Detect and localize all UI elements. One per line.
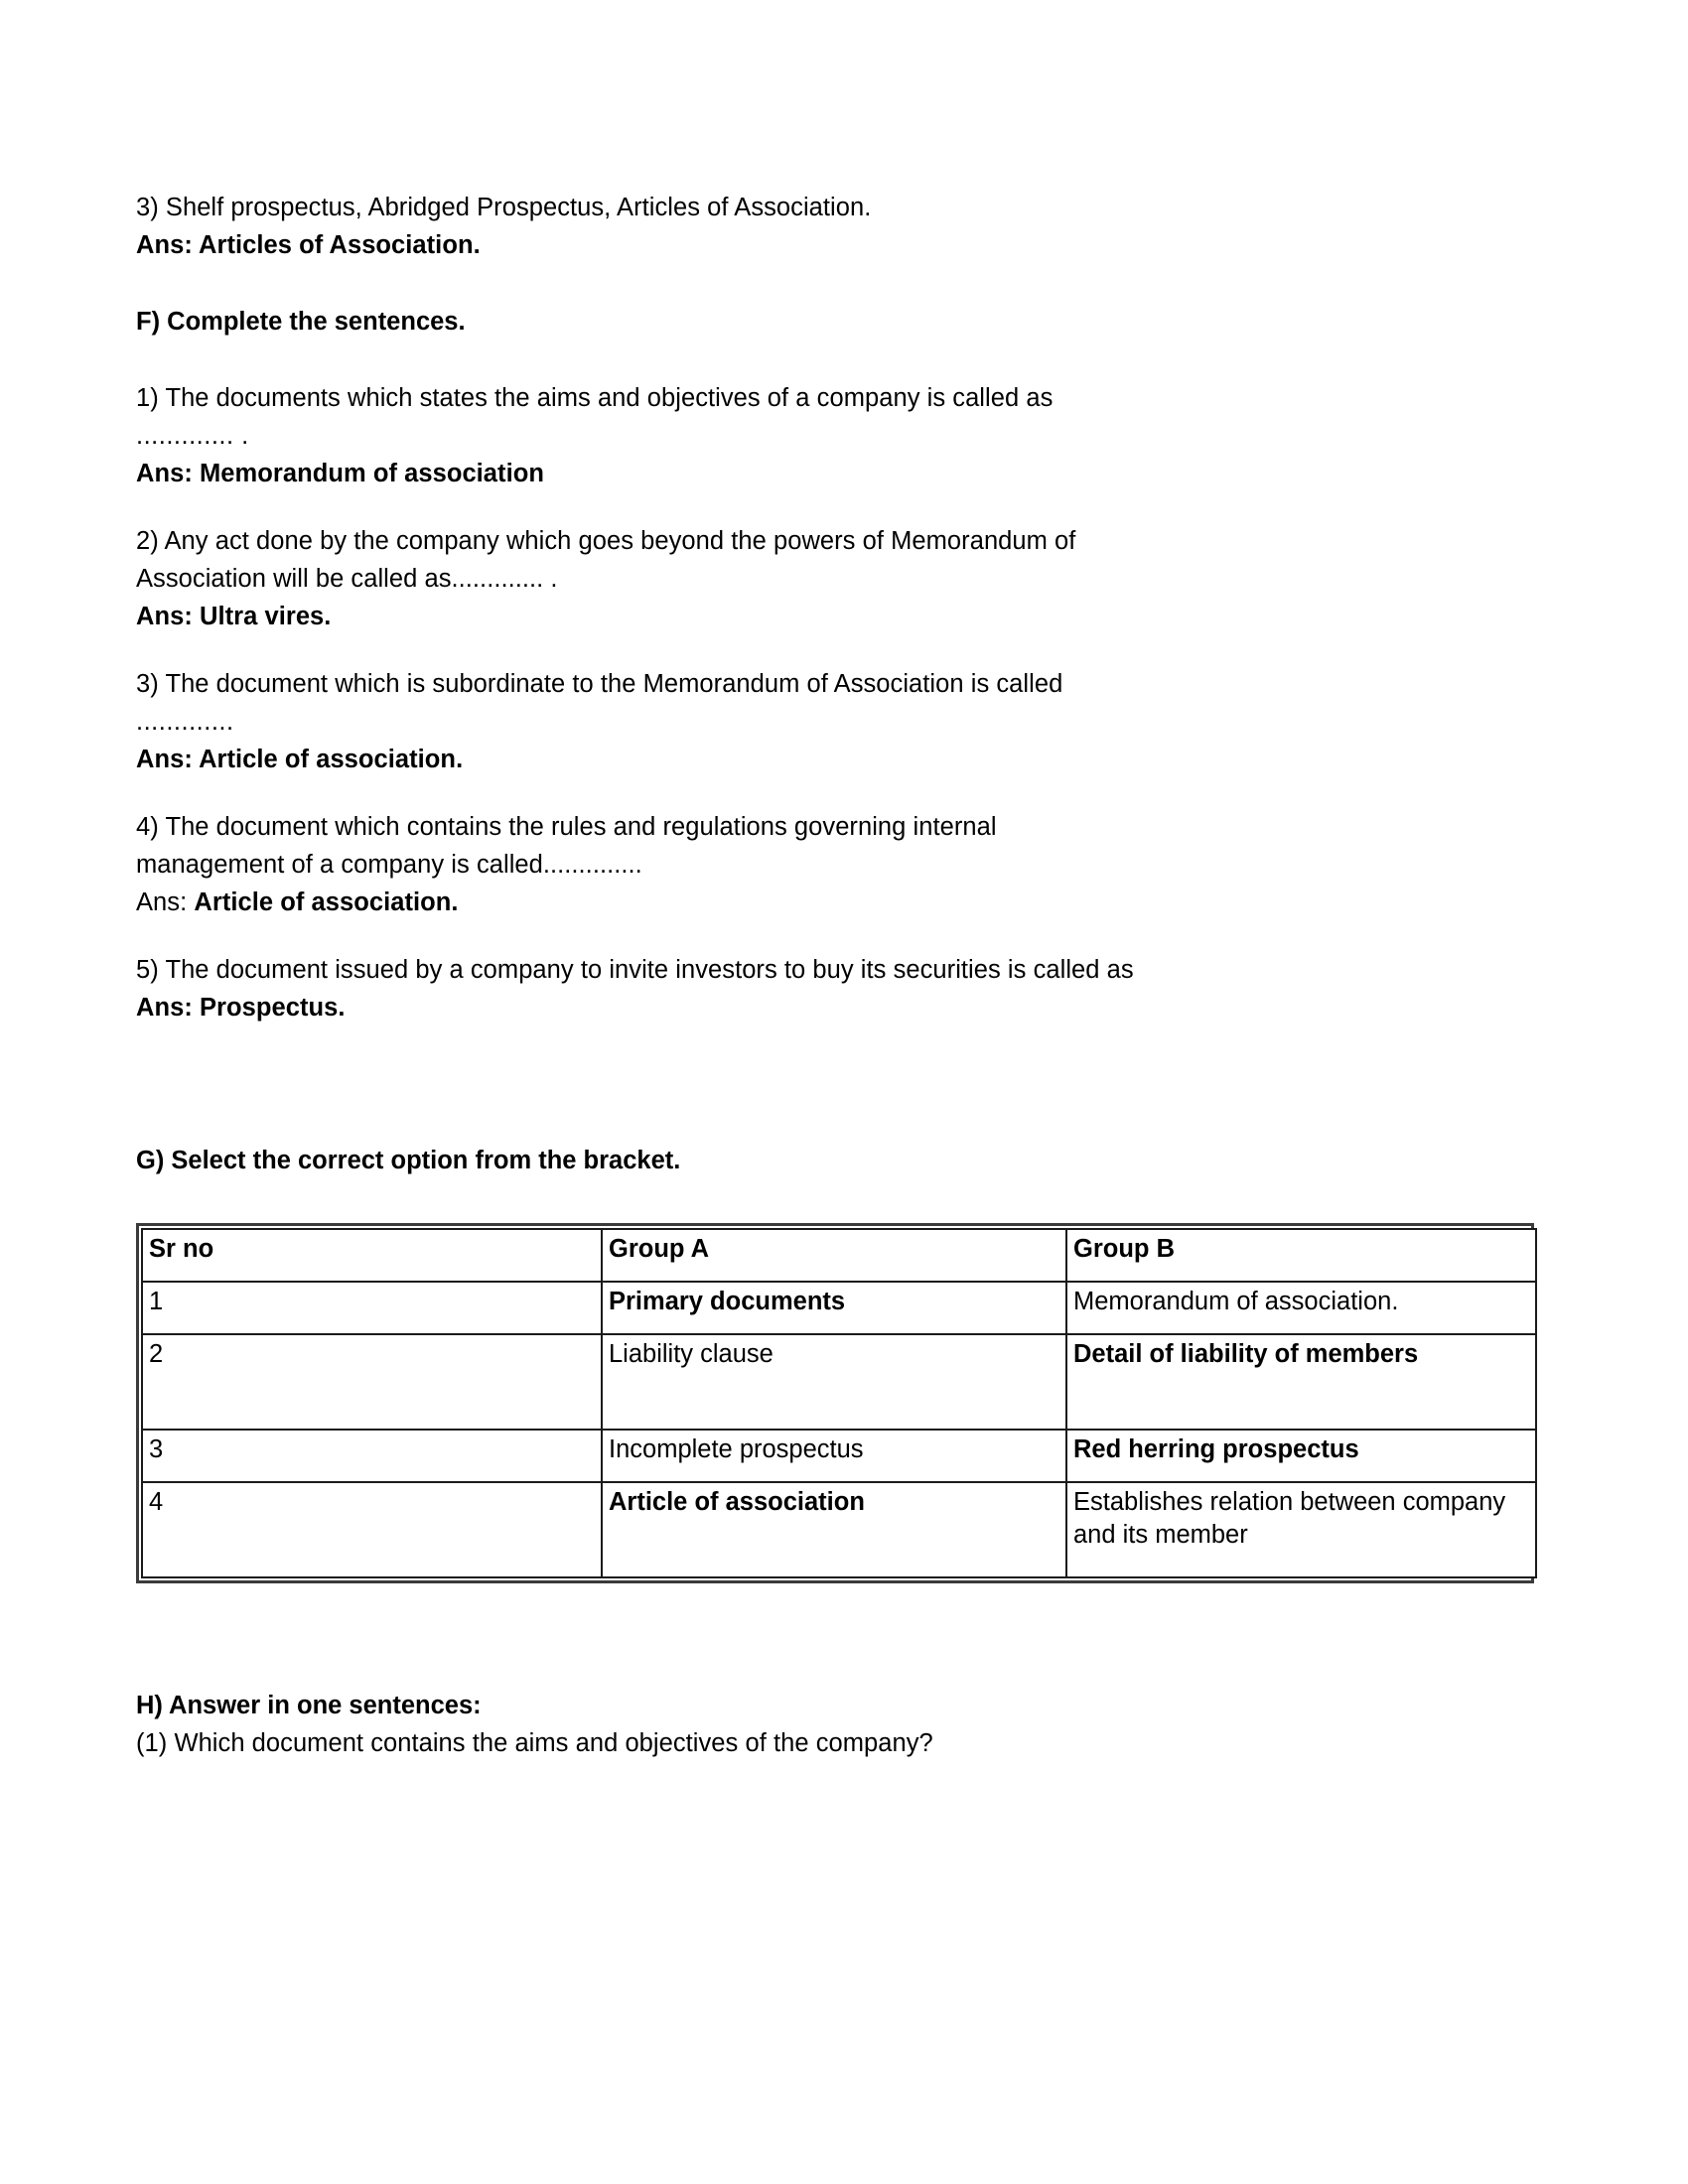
table-header-row: [142, 1229, 1536, 1282]
spacer: [136, 778, 1534, 808]
f1-answer: [136, 455, 1534, 492]
f3-answer-prefix: Ans:: [136, 746, 200, 773]
f4-question-line-2: management of a company is called..............: [136, 851, 642, 879]
f1-question-line-1: 1) The documents which states the aims and objectives of a company is called as: [136, 384, 1054, 412]
f1-question-line-2: ............. .: [136, 422, 249, 450]
spacer: [136, 635, 1534, 665]
f2-answer: [136, 598, 1534, 635]
section-f-item-1: [136, 379, 1534, 492]
section-f-item-3: [136, 665, 1534, 778]
f5-answer-text: Prospectus.: [200, 994, 346, 1022]
f2-answer-prefix: Ans:: [136, 603, 200, 630]
spacer: [136, 264, 1534, 303]
f3-question-line-1: 3) The document which is subordinate to the Memorandum of Association is called: [136, 670, 1063, 698]
f5-question-line-1: 5) The document issued by a company to invite investors to buy its securities is called as: [136, 956, 1134, 984]
table-cell-sr-no: 4: [142, 1482, 602, 1577]
table-cell-group-a: Article of association: [602, 1482, 1066, 1577]
section-f-item-5: [136, 951, 1534, 1026]
spacer: [136, 1179, 1534, 1223]
f4-question-line-1: 4) The document which contains the rules and regulations governing internal: [136, 813, 997, 841]
f3-answer-text: Article of association.: [199, 746, 464, 773]
table-cell-group-a: Incomplete prospectus: [602, 1430, 1066, 1482]
table-cell-sr-no: 2: [142, 1334, 602, 1430]
section-f-item-4: [136, 808, 1534, 921]
section-h-heading: H) Answer in one sentences:: [136, 1692, 482, 1719]
question-3-answer: Ans: Articles of Association.: [136, 231, 481, 259]
f4-answer: [136, 884, 1534, 921]
table-row: [142, 1334, 1536, 1430]
table-cell-group-b: Memorandum of association.: [1066, 1282, 1536, 1334]
f1-answer-text: Memorandum of association: [200, 460, 544, 487]
table-header-group-b: Group B: [1066, 1229, 1536, 1282]
section-h-question-1: (1) Which document contains the aims and objectives of the company?: [136, 1729, 933, 1757]
table-header-sr-no: Sr no: [142, 1229, 602, 1282]
spacer: [136, 341, 1534, 379]
f2-question-line-1: 2) Any act done by the company which goes beyond the powers of Memorandum of: [136, 527, 1076, 555]
table-cell-group-a: Primary documents: [602, 1282, 1066, 1334]
table-cell-group-b: Detail of liability of members: [1066, 1334, 1536, 1430]
table-row: [142, 1482, 1536, 1577]
f2-question-line-2: Association will be called as............. .: [136, 565, 558, 593]
table-cell-group-b: Red herring prospectus: [1066, 1430, 1536, 1482]
f5-answer: [136, 989, 1534, 1026]
f3-question-line-2: .............: [136, 708, 234, 736]
document-body: [136, 0, 1534, 1762]
spacer: [136, 1026, 1534, 1142]
question-3-options: 3) Shelf prospectus, Abridged Prospectus, Articles of Association.: [136, 194, 872, 221]
f4-answer-prefix: Ans:: [136, 888, 195, 916]
table-cell-group-a: Liability clause: [602, 1334, 1066, 1430]
section-g-heading: G) Select the correct option from the bracket.: [136, 1147, 681, 1174]
f3-answer: [136, 741, 1534, 778]
table-cell-sr-no: 1: [142, 1282, 602, 1334]
f1-answer-prefix: Ans:: [136, 460, 200, 487]
table-row: [142, 1282, 1536, 1334]
f4-answer-text: Article of association.: [194, 888, 459, 916]
spacer: [136, 921, 1534, 951]
section-f-heading: F) Complete the sentences.: [136, 308, 466, 336]
table-cell-sr-no: 3: [142, 1430, 602, 1482]
f5-answer-prefix: Ans:: [136, 994, 200, 1022]
spacer: [136, 1583, 1534, 1687]
section-f-item-2: [136, 522, 1534, 635]
table-header-group-a: Group A: [602, 1229, 1066, 1282]
table-cell-group-b: Establishes relation between company and its member: [1066, 1482, 1536, 1577]
spacer: [136, 492, 1534, 522]
match-table-frame: [136, 1223, 1534, 1583]
table-row: [142, 1430, 1536, 1482]
f2-answer-text: Ultra vires.: [200, 603, 332, 630]
match-the-pairs-table: [141, 1228, 1537, 1578]
